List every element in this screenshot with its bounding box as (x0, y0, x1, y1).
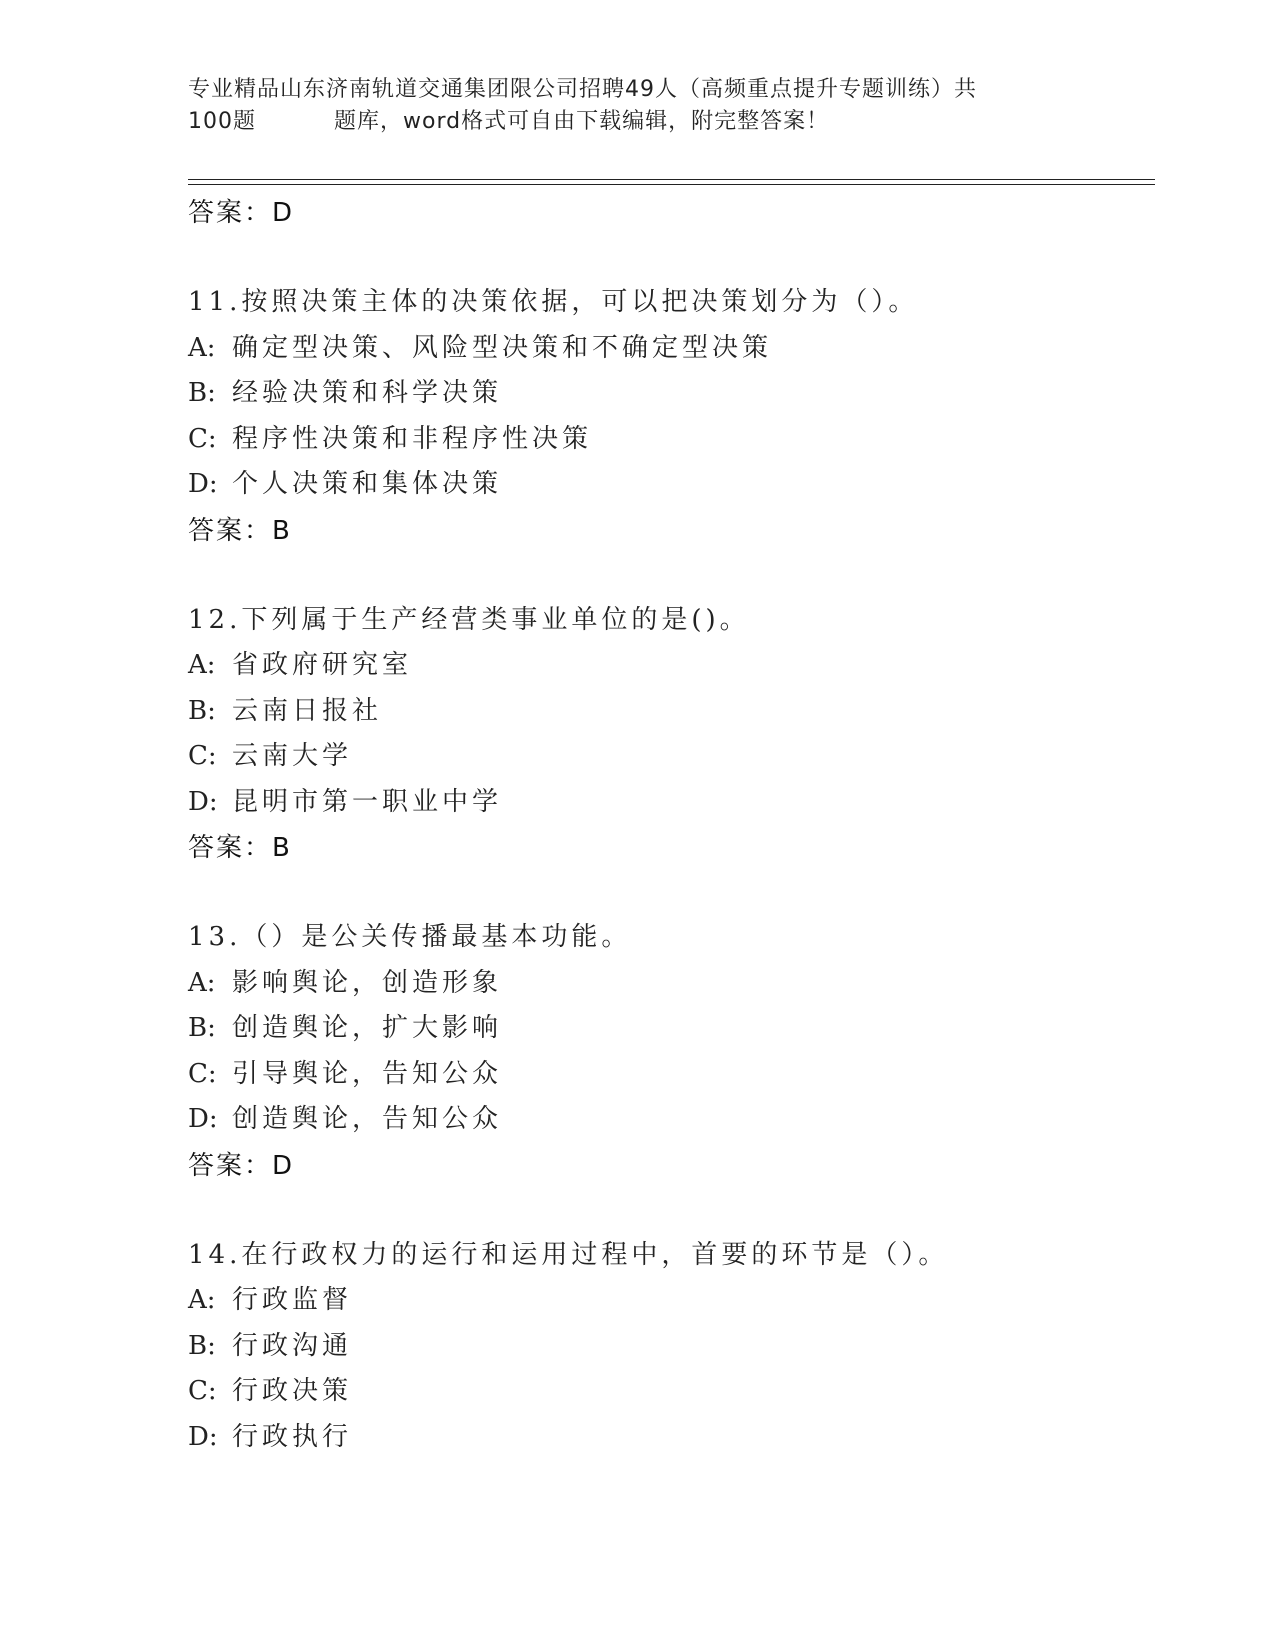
answer-previous: 答案：D (188, 198, 295, 228)
option-a (188, 961, 1148, 1007)
option-text: 程序性决策和非程序性决策 (232, 423, 593, 454)
header-subtitle: 题库，word格式可自由下载编辑，附完整答案！ (334, 109, 830, 134)
option-text: 经验决策和科学决策 (232, 378, 503, 408)
option-letter: B: (188, 1013, 216, 1043)
option-d (188, 780, 1148, 826)
option-letter: C: (188, 741, 217, 771)
option-text: 确定型决策、风险型决策和不确定型决策 (232, 332, 773, 363)
option-text: 云南大学 (232, 741, 353, 771)
option-letter: C: (188, 1376, 217, 1406)
option-letter: A: (188, 967, 216, 998)
question-stem: 14.在行政权力的运行和运用过程中，首要的环节是（）。 (188, 1239, 949, 1270)
option-letter: A: (188, 1285, 216, 1315)
header-divider-bottom (188, 184, 1155, 185)
option-b (188, 1324, 1148, 1370)
header-divider-top (188, 179, 1155, 180)
option-text: 行政决策 (232, 1376, 353, 1406)
option-text: 省政府研究室 (232, 650, 413, 680)
option-letter: B: (188, 1330, 216, 1361)
header-title-line-1: 专业精品山东济南轨道交通集团限公司招聘49人（高频重点提升专题训练）共 (188, 77, 977, 102)
option-letter: D: (188, 1421, 218, 1452)
option-letter: B: (188, 378, 216, 408)
option-c (188, 1052, 1148, 1098)
question-11 (188, 280, 1148, 554)
question-12 (188, 598, 1148, 872)
option-letter: A: (188, 650, 216, 680)
option-text: 创造舆论，告知公众 (232, 1104, 503, 1134)
header-title-line-2 (188, 106, 1068, 138)
option-text: 个人决策和集体决策 (232, 469, 503, 499)
option-letter: B: (188, 695, 216, 726)
option-letter: D: (188, 786, 218, 817)
option-text: 行政执行 (232, 1421, 353, 1452)
option-b (188, 371, 1148, 417)
answer-line: 答案：B (188, 515, 292, 546)
question-stem: 11.按照决策主体的决策依据，可以把决策划分为（）。 (188, 287, 919, 317)
question-list (188, 190, 1148, 1460)
option-c (188, 417, 1148, 463)
option-letter: A: (188, 332, 216, 363)
option-letter: D: (188, 469, 218, 499)
option-d (188, 462, 1148, 508)
question-stem: 13.（）是公关传播最基本功能。 (188, 922, 632, 952)
option-text: 行政沟通 (232, 1330, 353, 1361)
option-letter: C: (188, 1058, 217, 1089)
option-text: 引导舆论，告知公众 (232, 1058, 503, 1089)
question-13 (188, 915, 1148, 1189)
option-b (188, 1006, 1148, 1052)
question-stem: 12.下列属于生产经营类事业单位的是()。 (188, 604, 750, 635)
option-d (188, 1415, 1148, 1461)
header-question-count: 100题 (188, 109, 256, 134)
option-text: 云南日报社 (232, 695, 383, 726)
document-header (188, 74, 1068, 138)
answer-line: 答案：B (188, 833, 292, 863)
option-letter: C: (188, 423, 217, 454)
question-14 (188, 1233, 1148, 1461)
option-a (188, 643, 1148, 689)
option-a (188, 326, 1148, 372)
option-text: 创造舆论，扩大影响 (232, 1013, 503, 1043)
option-text: 行政监督 (232, 1285, 353, 1315)
option-a (188, 1278, 1148, 1324)
option-c (188, 1369, 1148, 1415)
option-text: 昆明市第一职业中学 (232, 786, 503, 817)
option-b (188, 689, 1148, 735)
option-text: 影响舆论，创造形象 (232, 967, 503, 998)
option-c (188, 734, 1148, 780)
option-d (188, 1097, 1148, 1143)
answer-line: 答案：D (188, 1150, 295, 1181)
option-letter: D: (188, 1104, 218, 1134)
